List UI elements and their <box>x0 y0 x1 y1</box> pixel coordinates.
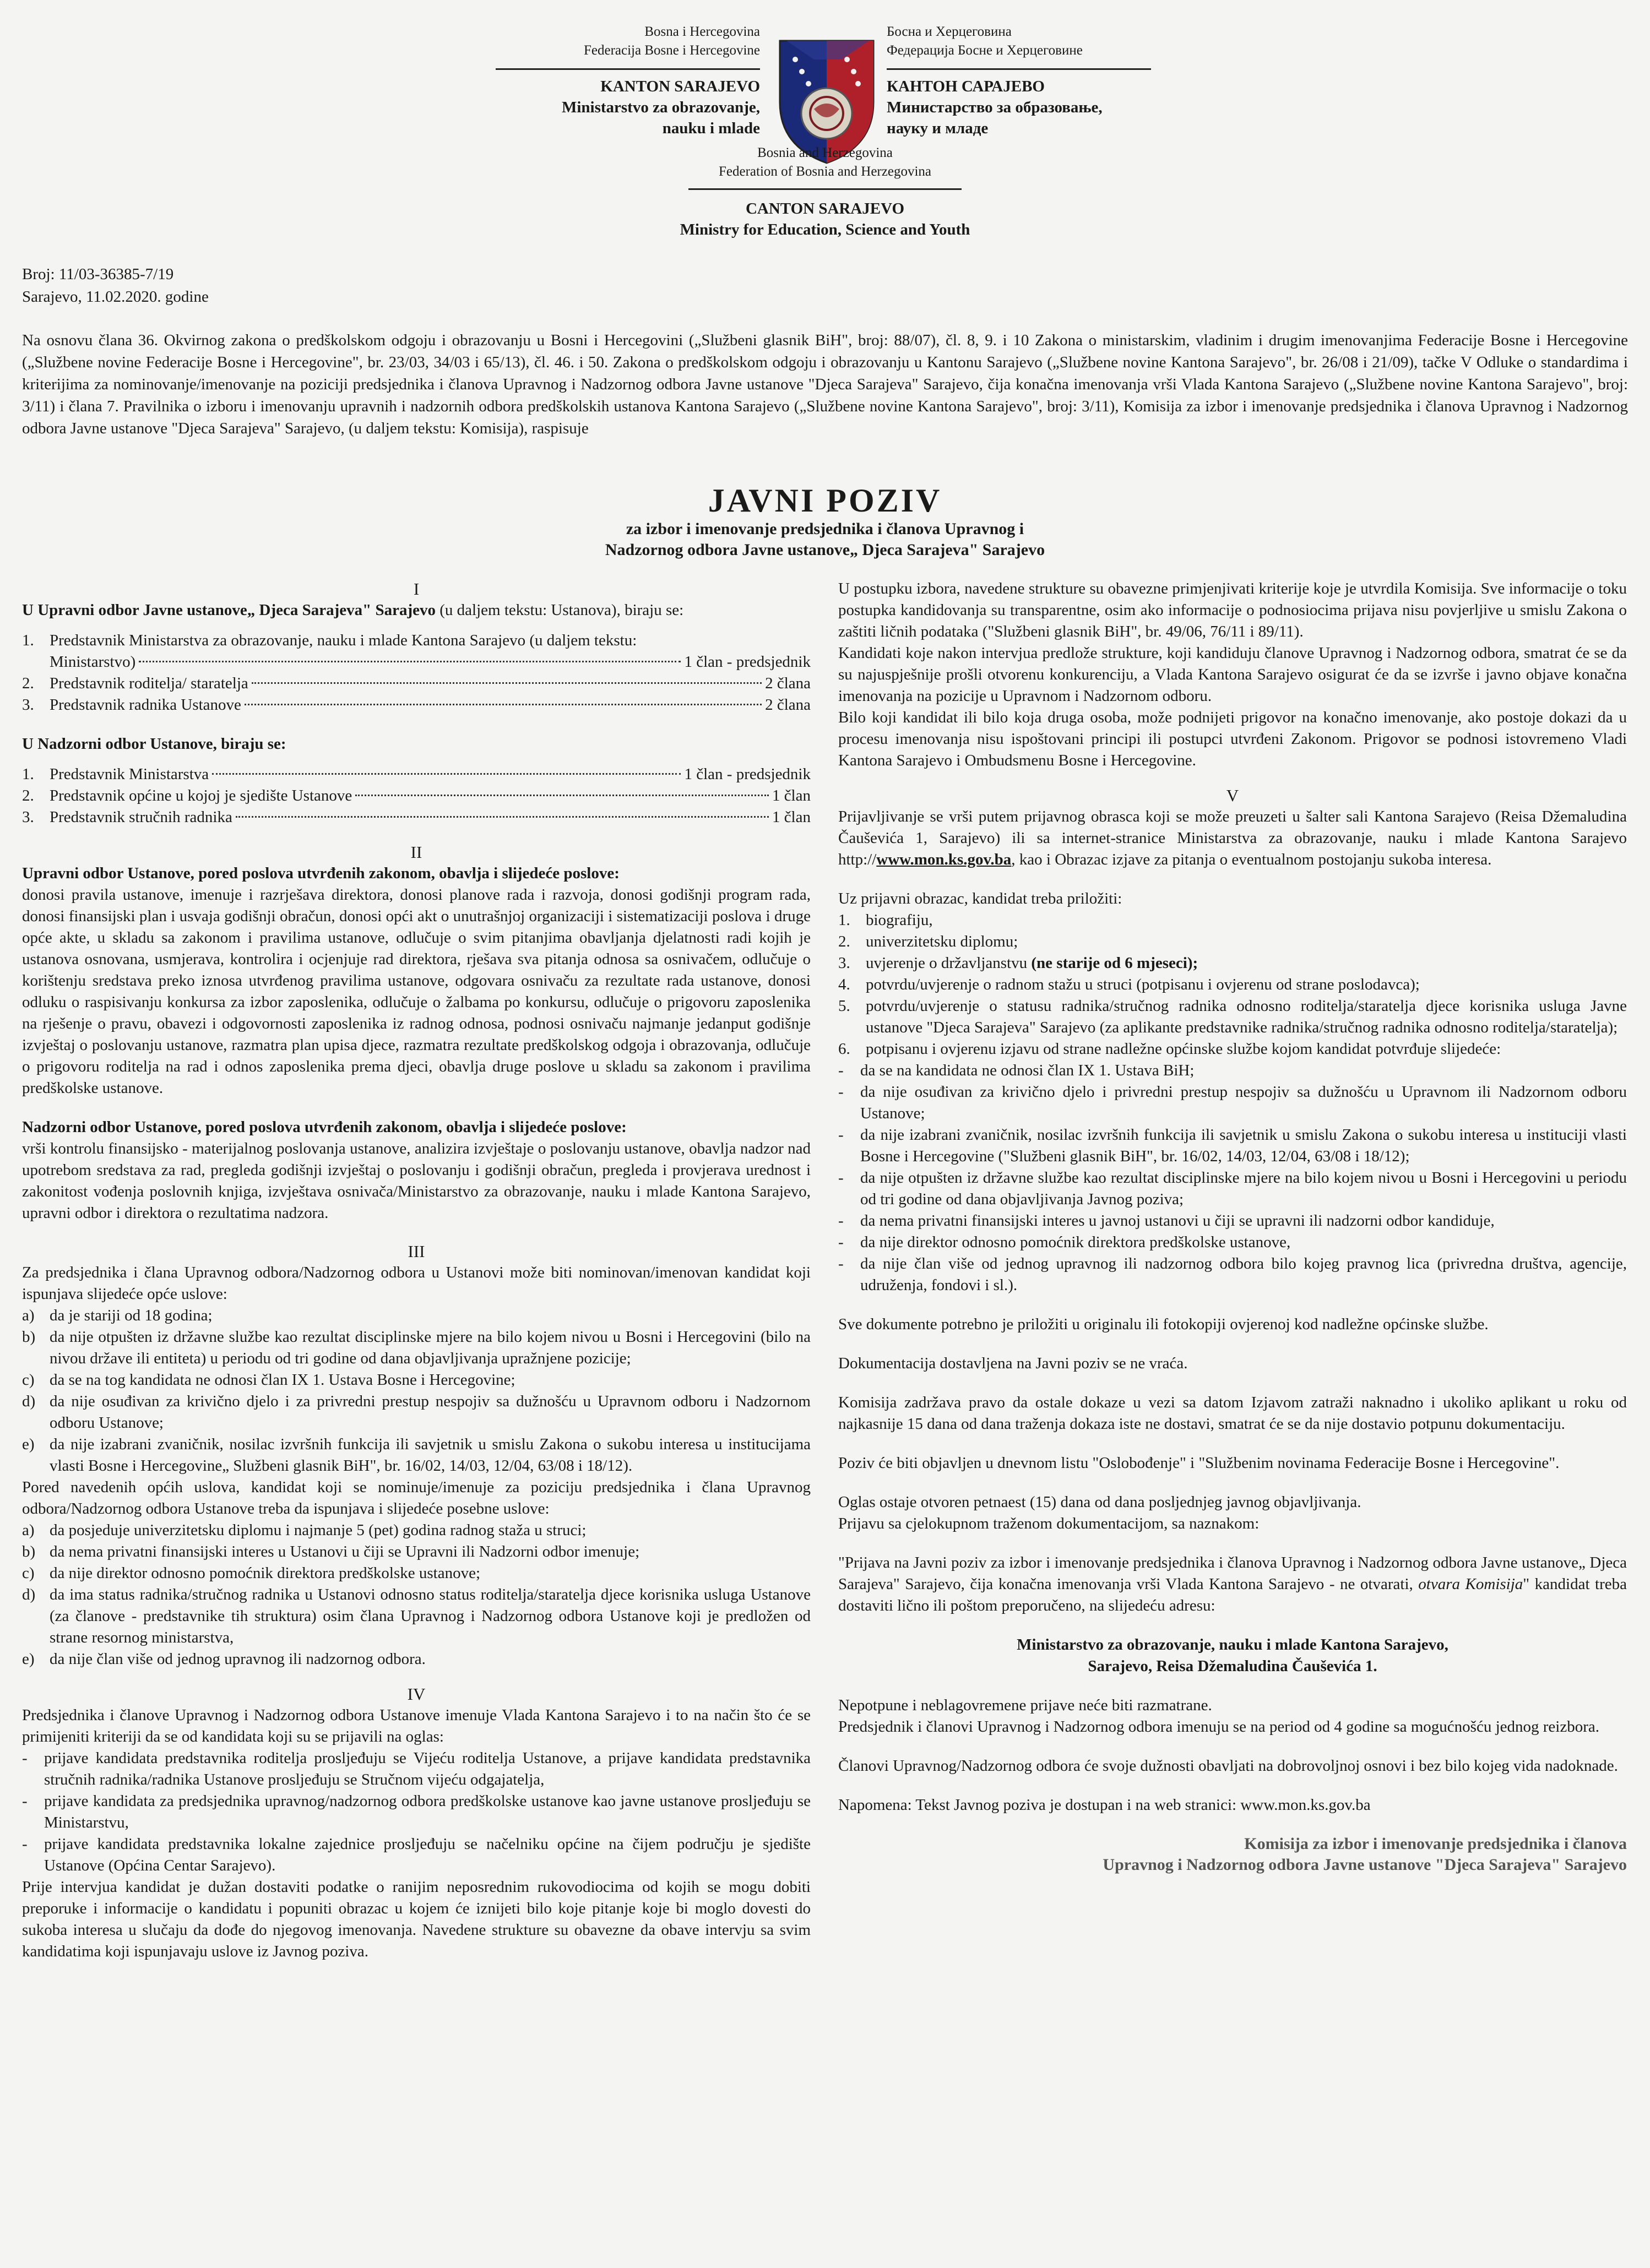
list-item: - prijave kandidata predstavnika lokalne zajednice prosljeđuju se načelniku općine na čijem području je sjedište Ustanove (Općina Centar Sarajevo). <box>22 1835 811 1874</box>
title-main: JAVNI POZIV <box>708 482 942 519</box>
list-item: 6. potpisanu i ovjerenu izjavu od strane nadležne općinske službe kojom kandidat potvrđuje slijedeće: <box>838 1040 1501 1058</box>
signature-line-2: Upravnog i Nadzornog odbora Javne ustanove "Djeca Sarajeva" Sarajevo <box>1103 1856 1627 1874</box>
list-item: 2. Predstavnik roditelja/ staratelja 2 člana <box>22 675 811 692</box>
list-item: - da se na kandidata ne odnosi član IX 1. Ustava BiH; <box>838 1062 1195 1079</box>
section-4-lead: Predsjednika i članove Upravnog i Nadzornog odbora Ustanove imenuje Vlada Kantona Sarajevo i to na način što će se primijeniti kriteriji da se od kandidata koji su se prijavili na oglas: <box>22 1706 811 1745</box>
address-line-2: Sarajevo, Reisa Džemaludina Čauševića 1. <box>1088 1657 1377 1675</box>
list-item: 2. Predstavnik općine u kojoj je sjedište Ustanove 1 član <box>22 787 811 804</box>
paragraph: Nepotpune i neblagovremene prijave neće biti razmatrane. <box>838 1696 1212 1714</box>
section-1-lead-rest: (u daljem tekstu: Ustanova), biraju se: <box>436 601 684 619</box>
center-rule <box>688 188 962 190</box>
list-item: 3. Predstavnik stručnih radnika 1 član <box>22 808 811 826</box>
left-ministry-1: Ministarstvo za obrazovanje, <box>561 99 760 116</box>
en-federation: Federation of Bosnia and Herzegovina <box>719 164 931 179</box>
right-ministry-2: науку и младе <box>887 119 989 137</box>
list-item: d) da ima status radnika/stručnog radnika u Ustanovi odnosno status roditelja/staratelja djece korisnika usluga Ustanove (za članove - predstavnike tih struktura) osim člana Upravnog i Nadzornog odbora Ustanove koji je predložen od strane resornog ministarstva, <box>22 1586 811 1646</box>
section-1-heading: I <box>413 579 420 599</box>
left-ministry-2: nauku i mlade <box>662 119 760 137</box>
list-item: b) da nema privatni finansijski interes u Ustanovi u čiji se Upravni ili Nadzorni odbor imenuje; <box>22 1543 640 1560</box>
paragraph: Komisija zadržava pravo da ostale dokaze u vezi sa datom Izjavom zatraži naknadno i ukoliko aplikant u roku od najkasnije 15 dana od dana traženja dokaza iste ne dostavi, smatrat će se da nije dostavio potpunu dokumentaciju. <box>838 1394 1627 1433</box>
title-sub-1: za izbor i imenovanje predsjednika i članova Upravnog i <box>626 520 1024 538</box>
list-item: 2. univerzitetsku diplomu; <box>838 933 1018 950</box>
section-1-lead-bold: U Upravni odbor Javne ustanove„ Djeca Sarajeva" Sarajevo <box>22 601 436 619</box>
left-canton: KANTON SARAJEVO <box>600 78 760 95</box>
paragraph: U postupku izbora, navedene strukture su obavezne primjenjivati kriterije koje je utvrdila Komisija. Sve informacije o toku postupka kandidovanja su transparentne, osim ako informacije o podnosiocima prijava nisu povjerljive u smislu Zakona o zaštiti ličnih podataka ("Službeni glasnik BiH", br. 49/06, 76/11 i 89/11). <box>838 580 1627 640</box>
submission-note: "Prijava na Javni poziv za izbor i imenovanje predsjednika i članova Upravnog i Nadzornog odbora Javne ustanove„ Djeca Sarajeva" Sarajevo, čija konačna imenovanja vrši Vlada Kantona Sarajevo - ne otvarati, otvara Komisija" kandidat treba dostaviti lično ili poštom preporučeno, na slijedeću adresu: <box>838 1554 1627 1614</box>
list-item: a) da posjeduje univerzitetsku diplomu i najmanje 5 (pet) godina radnog staža u struci; <box>22 1521 587 1539</box>
list-item: a) da je stariji od 18 godina; <box>22 1307 213 1324</box>
list-item: c) da se na tog kandidata ne odnosi član IX 1. Ustava Bosne i Hercegovine; <box>22 1371 515 1389</box>
paragraph: Bilo koji kandidat ili bilo koja druga osoba, može podnijeti prigovor na konačno imenovanje, ako postoje dokazi da u procesu imenovanja nisu ispoštovani principi ili postupci utvrđeni Zakonom. Prigovor se podnosi istovremeno Vladi Kantona Sarajevo i Ombudsmenu Bosne i Hercegovine. <box>838 709 1627 769</box>
docs-lead: Uz prijavni obrazac, kandidat treba priložiti: <box>838 890 1122 907</box>
list-item: d) da nije osuđivan za krivično djelo i za privredni prestup nespojiv sa dužnošću u Upravnom odboru i Nadzornom odboru Ustanove; <box>22 1393 811 1432</box>
list-item: 1. Predstavnik Ministarstva 1 član - predsjednik <box>22 765 811 783</box>
list-item: - prijave kandidata za predsjednika upravnog/nadzornog odbora predškolske ustanove kao javne ustanove prosljeđuju se Ministarstvu, <box>22 1792 811 1831</box>
right-column <box>838 578 1627 1875</box>
section-1-lead <box>22 600 811 621</box>
web-note: Napomena: Tekst Javnog poziva je dostupan i na web stranici: www.mon.ks.gov.ba <box>838 1796 1371 1814</box>
list-item: - da nije izabrani zvaničnik, nosilac izvršnih funkcija ili savjetnik u smislu Zakona o sukobu interesa u instituciji vlasti Bosne i Hercegovine ("Službeni glasnik BiH", br. 16/02, 14/03, 12/04, 63/08 i 18/12); <box>838 1126 1627 1165</box>
list-item: - da nije član više od jednog upravnog ili nadzornog odbora bilo kojeg pravnog lica (privredna društva, agencije, udruženja, fondovi i sl.). <box>838 1255 1627 1294</box>
en-ministry: Ministry for Education, Science and Youth <box>680 221 970 238</box>
list-item: c) da nije direktor odnosno pomoćnik direktora predškolske ustanove; <box>22 1564 481 1582</box>
paragraph: Poziv će biti objavljen u dnevnom listu "Oslobođenje" i "Službenim novinama Federacije Bosne i Hercegovine". <box>838 1454 1560 1472</box>
left-rule <box>496 68 760 70</box>
right-country: Босна и Херцеговина <box>887 24 1012 39</box>
list-item: 4. potvrdu/uvjerenje o radnom stažu u struci (potpisanu i ovjerenu od strane poslodavca); <box>838 976 1420 993</box>
paragraph: Dokumentacija dostavljena na Javni poziv se ne vraća. <box>838 1355 1188 1372</box>
list-item: e) da nije izabrani zvaničnik, nosilac izvršnih funkcija ili savjetnik u smislu Zakona o sukobu interesa u institucijama vlasti Bosne i Hercegovine„ Službeni glasnik BiH", br. 16/02, 14/03, 12/04, 63/08 i 18/12). <box>22 1435 811 1475</box>
paragraph: Članovi Upravnog/Nadzornog odbora će svoje dužnosti obavljati na dobrovoljnoj osnovi i bez bilo kojeg vida nadoknade. <box>838 1757 1618 1775</box>
right-federation: Федерација Босне и Херцеговине <box>887 43 1083 58</box>
paragraph: Kandidati koje nakon intervjua predlože strukture, koji kandiduju članove Upravnog i Nadzornog odbora, smatrat će se da su najuspješnije prošli otvorenu konkurenciju, a Vlada Kantona Sarajevo osigurat će da se izvrše i javno objave konačna imenovanja na pozicije u Upravnom i Nadzornom odboru. <box>838 644 1627 705</box>
paragraph: Sve dokumente potrebno je priložiti u originalu ili fotokopiji ovjerenoj kod nadležne općinske službe. <box>838 1315 1489 1333</box>
reference-block <box>22 263 209 308</box>
left-column <box>22 578 811 1962</box>
en-canton: CANTON SARAJEVO <box>745 200 905 217</box>
list-item: 1. Predstavnik Ministarstva za obrazovanje, nauku i mlade Kantona Sarajevo (u daljem tekstu: <box>22 632 637 649</box>
intro-paragraph: Na osnovu člana 36. Okvirnog zakona o predškolskom odgoju i obrazovanju u Bosni i Hercegovini („Službeni glasnik BiH", broj: 88/07), čl. 8, 9. i 10 Zakona o ministarskim, vladinim i drugim imenovanjima Federacije Bosne i Hercegovine („Službene novine Federacije Bosne i Hercegovine", br. 23/03, 34/03 i 65/13), čl. 46. i 50. Zakona o predškolskom odgoju i obrazovanju u Kantonu Sarajevo („Službene novine Kantona Sarajevo", br. 26/08 i 21/09), tačke V Odluke o standardima i kriterijima za nominovanje/imenovanje na poziciji predsjednika i članova Upravnog i Nadzornog odbora Javne ustanove "Djeca Sarajeva" Sarajevo, čija konačna imenovanja vrši Vlada Kantona Sarajevo („Službene novine Kantona Sarajevo", broj: 3/11) i člana 7. Pravilnika o izboru i imenovanju upravnih i nadzornih odbora predškolskih ustanova Kantona Sarajevo („Službene novine Kantona Sarajevo", broj: 3/11), Komisija za izbor i imenovanje predsjednika i članova Upravnog i Nadzornog odbora Javne ustanove "Djeca Sarajeva" Sarajevo, (u daljem tekstu: Komisija), raspisuje <box>22 331 1628 437</box>
right-ministry-1: Министарство за образовање, <box>887 99 1103 116</box>
paragraph: Prijavu sa cjelokupnom traženom dokumentacijom, sa naznakom: <box>838 1515 1260 1532</box>
nadzorni-duties-heading: Nadzorni odbor Ustanove, pored poslova utvrđenih zakonom, obavlja i slijedeće poslove: <box>22 1118 627 1136</box>
upravni-duties-text: donosi pravila ustanove, imenuje i razrješava direktora, donosi planove rada i razvoja, donosi godišnji program rada, donosi finansijski plan i usvaja godišnji obračun, donosi opći akt o unutrašnjoj organizaciji i sistematizaciji poslova i druge opće akte, u skladu sa zakonom i pravilima ustanove, odlučuje o svim pitanjima obavljanja djelatnosti radi kojih je ustanova osnovana, usmjerava, kontrolira i ocjenjuje rad direktora, rješava sva pitanja odnosa sa osnivačem, odlučuje o korištenju sredstava preko iznosa utvrđenog pravilima ustanove, odgovara osnivaču za rezultate rada ustanove, donosi odluku o raspisivanju konkursa za izbor zaposlenika, odlučuje o žalbama po konkursu, odlučuje o prigovoru zaposlenika na rješenje o pravu, obavezi i odgovornosti zaposlenika iz radnog odnosa, podnosi osnivaču najmanje jedanput godišnje izvještaj o poslovanju ustanove, razmatra plan upisa djece, razmatra rezultate predškolskog odgoja i obrazovanja, odlučuje o prigovoru roditelja na rad i odnos zaposlenika prema djeci, obavlja druge poslove u skladu sa zakonom i pravilima predškolske ustanove. <box>22 886 811 1097</box>
right-rule <box>887 68 1151 70</box>
en-country: Bosnia and Herzegovina <box>757 145 893 160</box>
section-5-heading: V <box>1226 786 1239 805</box>
title-sub-2: Nadzornog odbora Javne ustanove„ Djeca Sarajeva" Sarajevo <box>605 541 1045 559</box>
list-item: - da nije osuđivan za krivično djelo i privredni prestup nespojiv sa dužnošću u Upravnom ili Nadzornom odboru Ustanove; <box>838 1083 1627 1122</box>
document-title <box>386 482 1264 561</box>
list-item: b) da nije otpušten iz državne službe kao rezultat disciplinske mjere na bilo kojem nivou u Bosni i Hercegovini (bilo na nivou države ili entiteta) u periodu od tri godine od dana objavljivanja upražnjene pozicije; <box>22 1328 811 1367</box>
left-country: Bosna i Hercegovina <box>644 24 760 39</box>
ministry-website-link[interactable]: www.mon.ks.gov.ba <box>876 851 1012 868</box>
list-item: - da nije otpušten iz državne službe kao rezultat disciplinske mjere na bilo kojem nivou u Bosni i Hercegovini u periodu od tri godine od dana objavljivanja Javnog poziva; <box>838 1169 1627 1208</box>
signature-line-1: Komisija za izbor i imenovanje predsjednika i članova <box>1244 1835 1627 1853</box>
list-item: 3. Predstavnik radnika Ustanove 2 člana <box>22 696 811 714</box>
list-item: - prijave kandidata predstavnika roditelja prosljeđuju se Vijeću roditelja Ustanove, a prijave kandidata predstavnika stručnih radnika/radnika Ustanove prosljeđuju se Stručnom vijeću odgajatelja, <box>22 1749 811 1788</box>
upravni-duties-heading: Upravni odbor Ustanove, pored poslova utvrđenih zakonom, obavlja i slijedeće poslove: <box>22 864 620 882</box>
list-item: 1. biografiju, <box>838 911 933 929</box>
reference-number: Broj: 11/03-36385-7/19 <box>22 265 174 283</box>
right-canton: КАНТОН САРАЈЕВО <box>887 78 1045 95</box>
list-item: - da nema privatni finansijski interes u javnoj ustanovi u čiji se upravni ili nadzorni odbor kandiduje, <box>838 1212 1495 1230</box>
list-item: 3. uvjerenje o državljanstvu (ne starije od 6 mjeseci); <box>838 954 1198 972</box>
list-item: Ministarstvo) 1 član - predsjednik <box>50 653 811 671</box>
paragraph: Oglas ostaje otvoren petnaest (15) dana od dana posljednjeg javnog objavljivanja. <box>838 1493 1361 1511</box>
paragraph: Predsjednik i članovi Upravnog i Nadzornog odbora imenuju se na period od 4 godine sa mogućnošću jednog reizbora. <box>838 1718 1599 1736</box>
nadzorni-heading: U Nadzorni odbor Ustanove, biraju se: <box>22 735 286 753</box>
section-3-special-lead: Pored navedenih općih uslova, kandidat koji se nominuje/imenuje za poziciju predsjednika i člana Upravnog odbora/Nadzornog odbora Ustanove treba da ispunjava i slijedeće posebne uslove: <box>22 1478 811 1518</box>
application-paragraph: Prijavljivanje se vrši putem prijavnog obrasca koji se može preuzeti u šalter sali Kantona Sarajevo (Reisa Džemaludina Čauševića 1, Sarajevo) ili sa internet-stranice Ministarstva za obrazovanje, nauku i mlade Kantona Sarajevo http://www.mon.ks.gov.ba, kao i Obrazac izjave za pitanja o eventualnom postojanju sukoba interesa. <box>838 808 1627 868</box>
section-3-heading: III <box>408 1242 425 1261</box>
nadzorni-duties-text: vrši kontrolu finansijsko - materijalnog poslovanja ustanove, analizira izvještaje o poslovanju ustanove, obavlja nadzor nad upotrebom sredstava za rad, pregleda godišnji izvještaj o poslovanju i godišnji obračun, pregleda i provjerava urednost i zakonitost vođenja poslovnih knjiga, izvještava osnivača/Ministarstvo za obrazovanje, nauku i mlade Kantona Sarajevo, upravni odbor i direktora o rezultatima nadzora. <box>22 1140 811 1222</box>
letterhead <box>0 17 1650 259</box>
section-4-heading: IV <box>407 1684 426 1704</box>
reference-date: Sarajevo, 11.02.2020. godine <box>22 288 209 306</box>
list-item: - da nije direktor odnosno pomoćnik direktora predškolske ustanove, <box>838 1233 1291 1251</box>
list-item: e) da nije član više od jednog upravnog ili nadzornog odbora. <box>22 1650 426 1668</box>
address-line-1: Ministarstvo za obrazovanje, nauku i mlade Kantona Sarajevo, <box>1017 1636 1448 1654</box>
section-4-tail: Prije intervjua kandidat je dužan dostaviti podatke o ranijim neposrednim rukovodiocima od kojih se mogu dobiti preporuke i informacije o kandidatu i popuniti obrazac u kojem će iznijeti bilo koje pitanje koje bi moglo dovesti do sukoba interesa u slučaju da dođe do njegovog imenovanja. Navedene strukture su obavezne da obave intervju sa svim kandidatima koji ispunjavaju uslove iz Javnog poziva. <box>22 1878 811 1960</box>
list-item: 5. potvrdu/uvjerenje o statusu radnika/stručnog radnika odnosno roditelja/staratelja djece korisnika usluga Javne ustanove "Djeca Sarajeva" Sarajevo (za aplikante predstavnike radnika/stručnog radnika odnosno roditelja/staratelja); <box>838 997 1627 1036</box>
section-3-lead: Za predsjednika i člana Upravnog odbora/Nadzornog odbora u Ustanovi može biti nominovan/imenovan kandidat koji ispunjava slijedeće opće uslove: <box>22 1264 811 1303</box>
left-federation: Federacija Bosne i Hercegovine <box>583 43 760 58</box>
section-2-heading: II <box>410 842 422 862</box>
